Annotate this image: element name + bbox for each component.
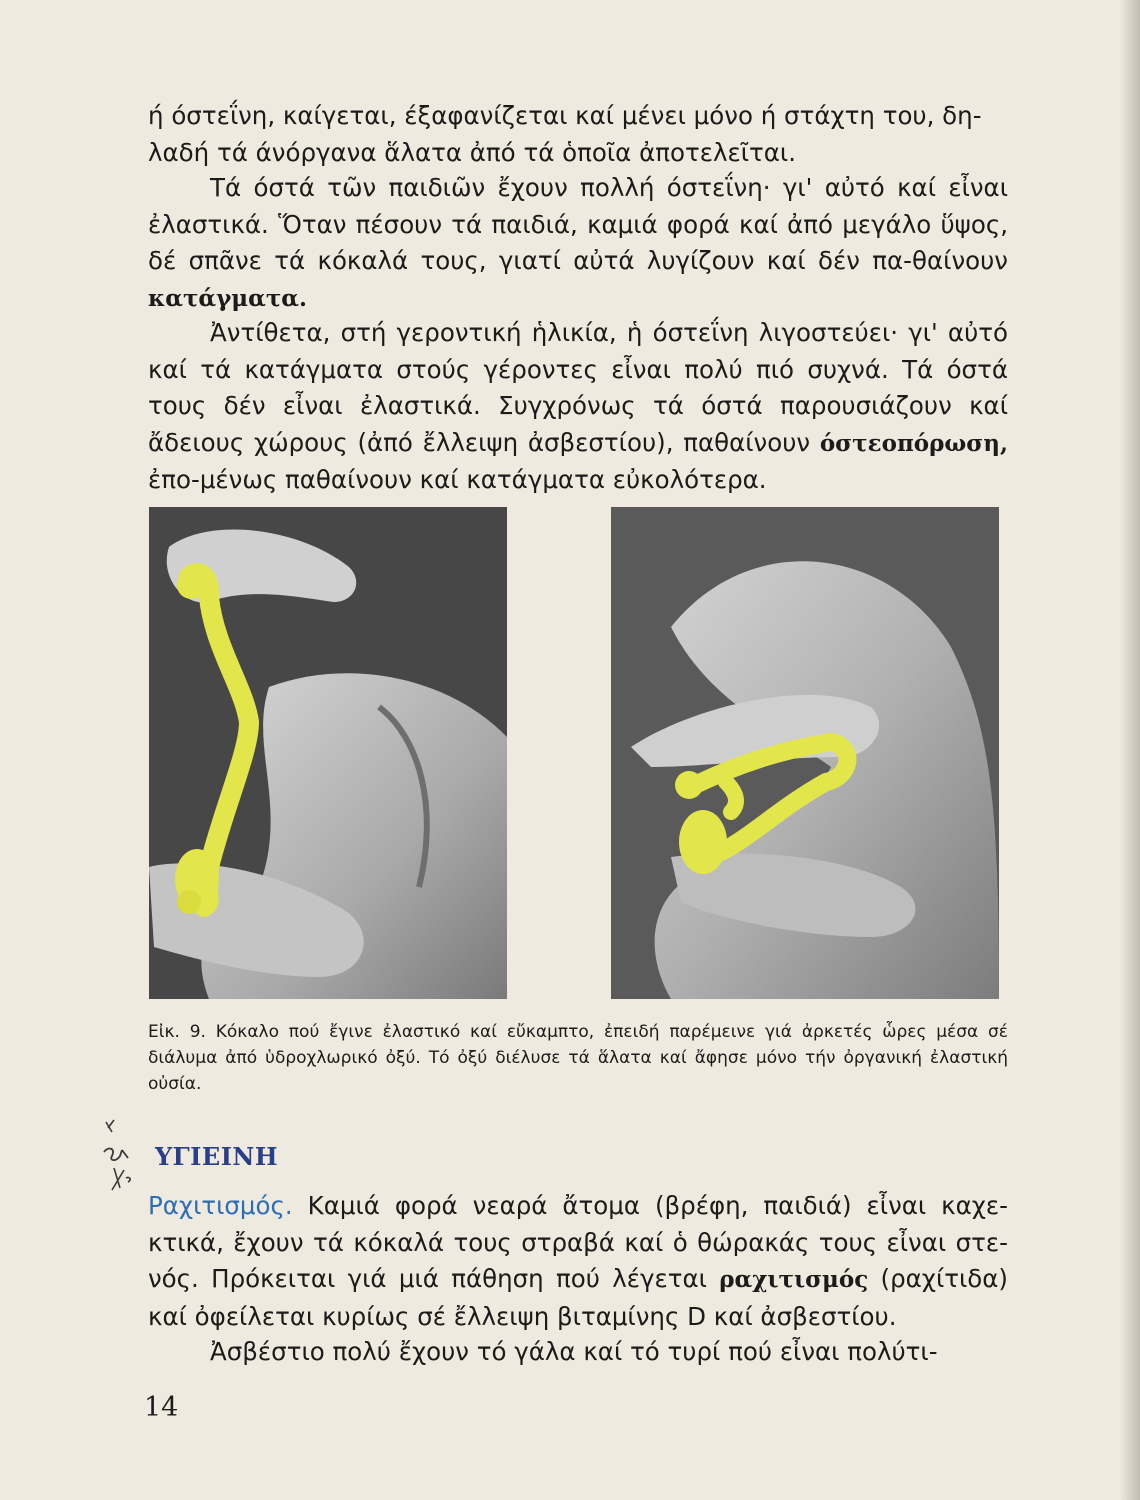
paragraph-2 <box>148 170 1008 317</box>
paragraph-rickets-text-a: Καμιά φορά νεαρά ἄτομα (βρέφη, παιδιά) εἶναι καχε-κτικά, ἔχουν τά κόκαλά τους στραβά καί ὁ θώρακάς τους εἶναι στε-νός. Πρόκειται γιά μιά πάθηση πού λέγεται <box>148 1191 1008 1293</box>
figure-photo-bent-bone <box>149 507 507 999</box>
paragraph-1-line-2: λαδή τά άνόργανα ἅλατα ἀπό τά ὁποῖα ἀποτελεῖται. <box>148 137 796 167</box>
paragraph-1 <box>148 98 1008 171</box>
handwritten-mark-icon <box>96 1118 152 1198</box>
paragraph-1-line-1: ή όστεΐνη, καίγεται, έξαφανίζεται καί μένει μόνο ή στάχτη του, δη- <box>148 101 982 130</box>
term-rickets: ραχιτισμός <box>719 1266 869 1293</box>
page-number: 14 <box>144 1392 179 1423</box>
term-osteoporosis: όστεοπόρωση, <box>819 429 1008 457</box>
section-heading-hygiene: ΥΓΙΕΙΝΗ <box>155 1142 279 1171</box>
figure-photo-knotted-bone <box>611 507 999 999</box>
paragraph-3 <box>148 315 1008 499</box>
term-fractures: κατάγματα. <box>148 284 308 312</box>
paragraph-calcium <box>148 1334 1008 1371</box>
subheading-rickets: Ραχιτισμός. <box>148 1191 293 1220</box>
paragraph-calcium-text: Ἀσβέστιο πολύ ἔχουν τό γάλα καί τό τυρί πού εἶναι πολύτι- <box>210 1337 938 1366</box>
paragraph-2-text: Τά όστά τῶν παιδιῶν ἔχουν πολλή όστεΐνη· γι' αὐτό καί εἶναι ἐλαστικά. Ὅταν πέσουν τά παιδιά, καμιά φορά καί ἀπό μεγάλο ὕψος, δέ σπᾶνε τά κόκαλά τους, γιατί αὐτά λυγίζουν καί δέν πα-θαίνουν <box>148 173 1008 275</box>
paragraph-rickets <box>148 1188 1008 1335</box>
paragraph-3-text-a: Ἀντίθετα, στή γεροντική ἡλικία, ἡ όστεΐνη λιγοστεύει· γι' αὐτό καί τά κατάγματα στούς γέροντες εἶναι πολύ πιό συχνά. Τά όστά τους δέν εἶναι ἐλαστικά. Συγχρόνως τά όστά παρουσιάζουν καί ἄδειους χώρους (ἀπό ἔλλειψη ἀσβεστίου), παθαίνουν <box>148 318 1008 457</box>
figure-caption: Εἰκ. 9. Κόκαλο πού ἔγινε ἐλαστικό καί εὔκαμπτο, ἐπειδή παρέμεινε γιά ἀρκετές ὧρες μέσα σέ διάλυμα ἀπό ὑδροχλωρικό ὀξύ. Τό ὀξύ διέλυσε τά ἅλατα καί ἄφησε μόνο τήν ὀργανική ἐλαστική οὐσία. <box>148 1022 1008 1094</box>
page-edge-shadow <box>1120 0 1140 1500</box>
paragraph-rickets-text-b: (ραχίτιδα) καί ὀφείλεται κυρίως σέ ἔλλειψη βιταμίνης D καί ἀσβεστίου. <box>148 1264 1008 1331</box>
paragraph-3-text-b: ἐπο-μένως παθαίνουν καί κατάγματα εὐκολότερα. <box>148 465 767 494</box>
